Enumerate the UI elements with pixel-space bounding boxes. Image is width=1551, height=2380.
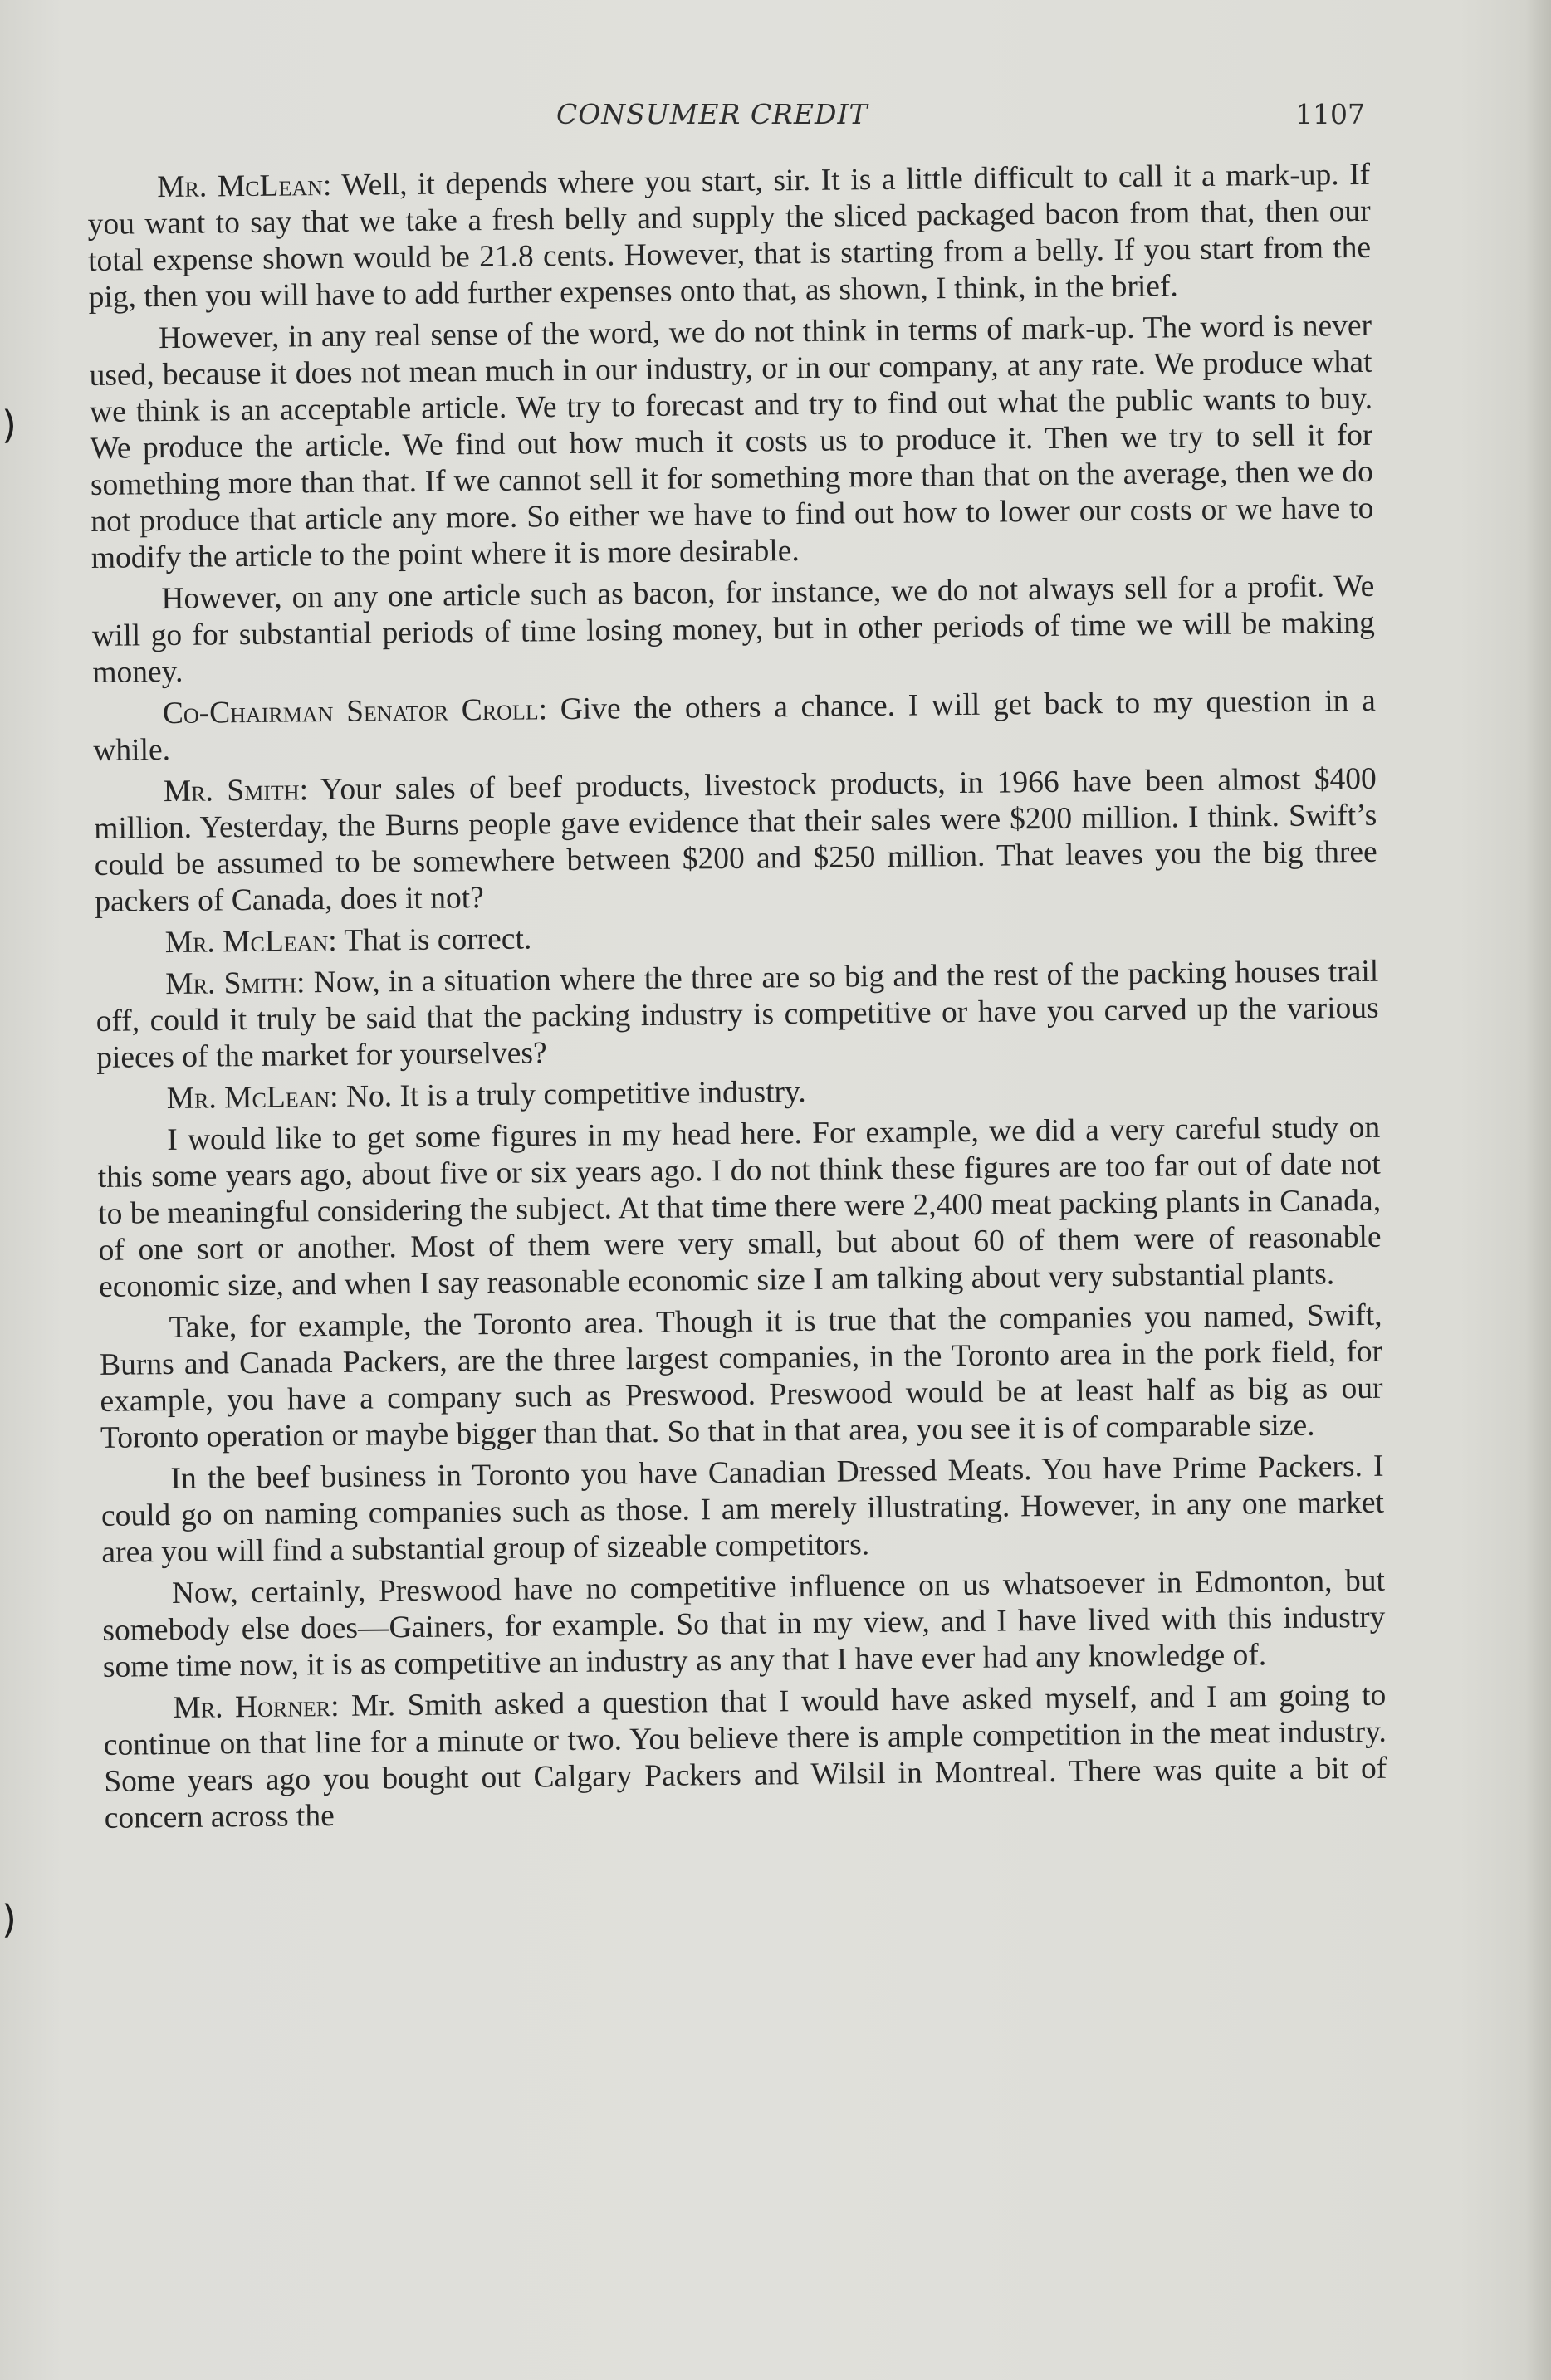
paragraph [99,1298,1383,1457]
running-title: CONSUMER CREDIT [556,98,868,130]
paragraph [95,954,1379,1077]
paragraph-text: That is correct. [336,921,532,958]
paragraph [96,1068,1379,1118]
paragraph-text: However, in any real sense of the word, we do not think in terms of mark-up. The word is never used, because it does not mean much in our industry, or in our company, at any rate. We produce what we think is an acceptable article. We try to forecast and try to find out what the public wants to buy. We produce the article. We find out how much it costs us to produce it. Then we try to sell it for something more than that. If we cannot sell it for something more than that on the average, then we do not produce that article any more. So either we have to find out how to lower our costs or we have to modify the article to the point where it is more desirable. [89,308,1374,575]
paragraph [100,1449,1384,1571]
paragraph [103,1678,1387,1837]
paragraph-text: Take, for example, the Toronto area. Though it is true that the companies you named, Swift, Burns and Canada Packers, are the three largest companies, in the Toronto area in the pork field, for example, you have a company such as Preswood. Preswood would be at least half as big as our Toronto operation or maybe bigger than that. So that in that area, you see it is of comparable size. [99,1298,1383,1455]
speaker-label: Mr. McLean: [157,168,332,205]
speaker-label: Mr. Smith: [165,965,306,1002]
paragraph-text: No. It is a truly competitive industry. [338,1074,806,1114]
paragraph [87,157,1372,316]
paragraph-text: I would like to get some figures in my head here. For example, we did a very careful study on this some years ago, about five or six years ago. I do not think these figures are too far out of date not to be meaningful considering the subject. At that time there were 2,400 meat packing plants in Canada, of one sort or another. Most of them were very small, but about 60 of them were of reasonable economic size, and when I say reasonable economic size I am talking about very substantial plants. [97,1110,1382,1304]
margin-bracket-mark: ) [2,403,17,447]
page-header [0,98,1551,139]
paragraph [102,1563,1386,1686]
paragraph [95,912,1378,962]
paragraph-text: Now, in a situation where the three are so big and the rest of the packing houses trail off, could it truly be said that the packing industry is competitive or have you carved up the various pieces of the market for yourselves? [95,954,1379,1075]
paragraph-text: Your sales of beef products, livestock products, in 1966 have been almost $400 million. Yesterday, the Burns people gave evidence that their sales were $200 million. I think. Swift’s could be assumed to be somewhere between $200 and $250 million. That leaves you the big three packers of Canada, does it not? [94,761,1377,919]
paragraph-text: In the beef business in Toronto you have Canadian Dressed Meats. You have Prime Packers. I could go on naming companies such as those. I am merely illustrating. However, in any one market area you will find a substantial group of sizeable competitors. [100,1449,1385,1570]
paragraph [89,308,1374,577]
paragraph [93,683,1377,770]
paragraph [91,569,1375,692]
paragraph [94,761,1378,921]
body-text [87,157,1387,1842]
speaker-label: Mr. McLean: [164,923,337,960]
paragraph [97,1110,1382,1306]
margin-bracket-mark: ) [2,1897,17,1942]
page-number: 1107 [1295,98,1365,130]
speaker-label: Mr. McLean: [166,1079,339,1117]
paragraph-text: Give the others a chance. I will get back to my question in a while. [93,683,1376,768]
paragraph-text: Now, certainly, Preswood have no competitive influence on us whatsoever in Edmonton, but somebody else does—Gainers, for example. So that in my view, and I have lived with this industry some time now, it is as competitive an industry as any that I have ever had any knowledge of. [102,1563,1386,1684]
speaker-label: Co-Chairman Senator Croll: [162,692,548,731]
speaker-label: Mr. Horner: [173,1688,340,1726]
speaker-label: Mr. Smith: [163,773,309,809]
paragraph-text: Well, it depends where you start, sir. It is a little difficult to call it a mark-up. If you want to say that we take a fresh belly and supply the sliced packaged bacon from that, then our total expense shown would be 21.8 cents. However, that is starting from a belly. If you start from the pig, then you will have to add further expenses onto that, as shown, I think, in the brief. [87,157,1372,315]
page-edge [1526,0,1551,2380]
paragraph-text: Mr. Smith asked a question that I would have asked myself, and I am going to continue on that line for a minute or two. You believe there is ample competition in the meat industry. Some years ago you bought out Calgary Packers and Wilsil in Montreal. There was quite a bit of concern across the [103,1678,1387,1835]
paragraph-text: However, on any one article such as bacon, for instance, we do not always sell for a profit. We will go for substantial periods of time losing money, but in other periods of time we will be making money. [91,569,1376,690]
